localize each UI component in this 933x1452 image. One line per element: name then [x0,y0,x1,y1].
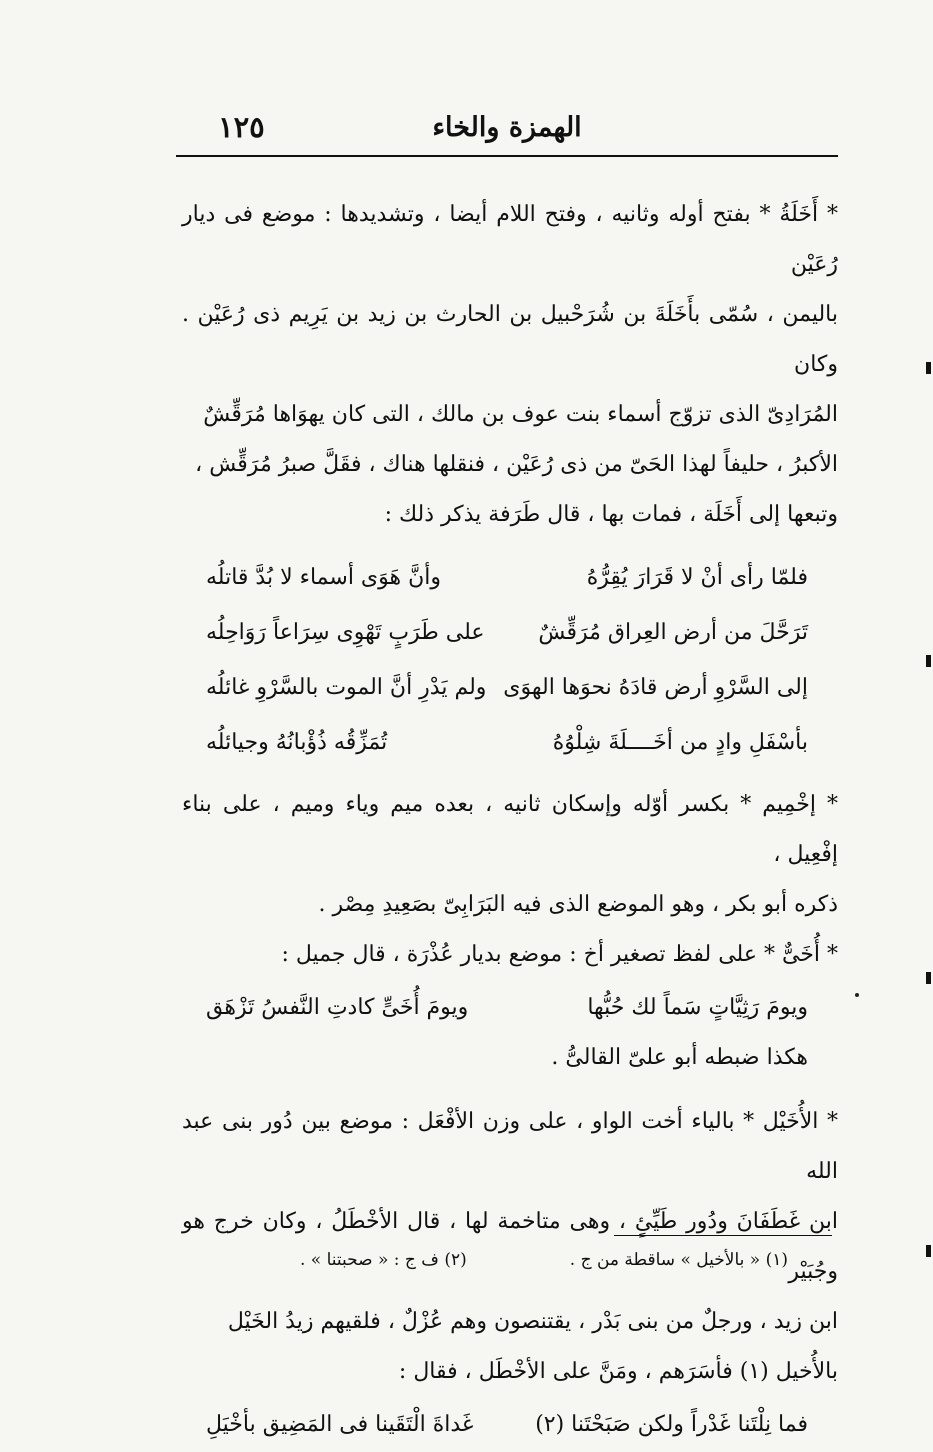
text-line: ابن زيد ، ورجلٌ من بنى بَدْر ، يقتنصون وهم عُزْلٌ ، فلقيهم زيدُ الخَيْل [227,1309,838,1334]
poem-verse [182,550,838,605]
margin-mark [926,655,931,667]
verse-first-hemistich: بأسْفَلِ وادٍ من أخَــــلَةَ شِلْوُهُ [552,730,808,755]
editorial-note: هكذا ضبطه أبو علىّ القالىُّ . [551,1045,808,1070]
poem-verse [182,1397,838,1452]
footnote-rule [614,1235,832,1236]
verse-first-hemistich: فما نِلْتَنا غَدْراً ولكن صَبَحْتَنا (٢) [535,1412,808,1437]
entry-paragraph [182,780,838,930]
text-line: وتبعها إلى أَخَلَة ، فمات بها ، قال طَرَفة يذكر ذلك : [384,502,838,527]
entry-paragraph [182,930,838,980]
text-line: ذكره أبو بكر ، وهو الموضع الذى فيه البَرَابِىّ بصَعِيدِ مِصْر . [318,892,838,917]
entry-paragraph [182,190,838,540]
text-line: * أُخَىٌّ * على لفظ تصغير أخ : موضع بديار عُذْرَة ، قال جميل : [281,942,838,967]
header-rule [176,155,838,157]
footnotes [300,1250,788,1270]
margin-mark [926,972,931,984]
entry-akhala [182,190,838,770]
text-line: الأكبرُ ، حليفاً لهذا الحَىّ من ذى رُعَيْن ، فنقلها هناك ، فقَلَّ صبرُ مُرَقِّش ، [195,452,838,477]
verse-first-hemistich: إلى السَّرْوِ أرض قادَهُ نحوَها الهوَى [503,675,808,700]
verse-second-hemistich: غَداةَ الْتَقَينا فى المَضِيق بأخْيَلِ [206,1412,474,1437]
margin-mark [926,362,931,374]
text-line: المُرَادِىّ الذى تزوّج أسماء بنت عوف بن مالك ، التى كان يهوَاها مُرَقِّشٌ [203,402,838,427]
verse-second-hemistich: ولم يَدْرِ أنَّ الموت بالسَّرْوِ غائلُه [206,675,487,700]
text-line: باليمن ، سُمّى بأَخَلَةَ بن شُرَحْبيل بن الحارث بن زيد بن يَرِيم ذى رُعَيْن . وكان [182,302,838,377]
verse-second-hemistich: وأنَّ هَوَى أسماء لا بُدَّ قاتلُه [206,565,441,590]
footnote-2: (٢) ف ج : « صحبتنا » . [300,1250,467,1270]
entry-al-ukhayl [182,1097,838,1452]
poem-verse [182,980,838,1035]
margin-dot [855,993,859,997]
poem-verse [182,660,838,715]
page-header [176,108,838,152]
text-line: * إخْمِيم * بكسر أوّله وإسكان ثانيه ، بعده ميم وياء وميم ، على بناء إفْعِيل ، [182,792,838,867]
text-line: بالأُخيل (١) فأسَرَهم ، ومَنَّ على الأخْطَل ، فقال : [398,1359,838,1384]
text-line: ابن غَطَفَانَ ودُور طَيِّئٍ ، وهى متاخمة لها ، قال الأخْطَلُ ، وكان خرج هو وجُبَيْر [182,1209,838,1284]
text-line: * الأُخَيْل * بالياء أخت الواو ، على وزن الأفْعَل : موضع بين دُور بنى عبد الله [182,1109,838,1184]
entry-ukhayy [182,930,838,1081]
verse-second-hemistich: على طَرَبٍ تَهْوِى سِرَاعاً رَوَاحِلُه [206,620,485,645]
entry-paragraph [182,1097,838,1397]
poem-verse [182,605,838,660]
text-line: * أَخَلَةُ * بفتح أوله وثانيه ، وفتح اللام أيضا ، وتشديدها : موضع فى ديار رُعَيْن [182,202,838,277]
entry-ikhmim [182,780,838,930]
verse-second-hemistich: تُمَزِّقُه ذُؤْبانُهُ وجيائلُه [206,730,388,755]
running-title: الهمزة والخاء [432,112,582,143]
poem-verse [182,715,838,770]
verse-first-hemistich: ويومَ رَثِيَّاتٍ سَماً لك حُبُّها [587,995,808,1020]
footnote-1: (١) « بالأخيل » ساقطة من ج . [569,1250,788,1270]
page-number: ١٢٥ [218,110,265,144]
verse-first-hemistich: فلمّا رأى أنْ لا قَرَارَ يُقِرُّهُ [586,565,808,590]
verse-first-hemistich: تَرَحَّلَ من أرض العِراق مُرَقِّشٌ [538,620,808,645]
verse-second-hemistich: ويومَ أُخَىٍّ كادتِ النَّفسُ تَزْهَق [206,995,469,1020]
margin-mark [926,1245,931,1257]
